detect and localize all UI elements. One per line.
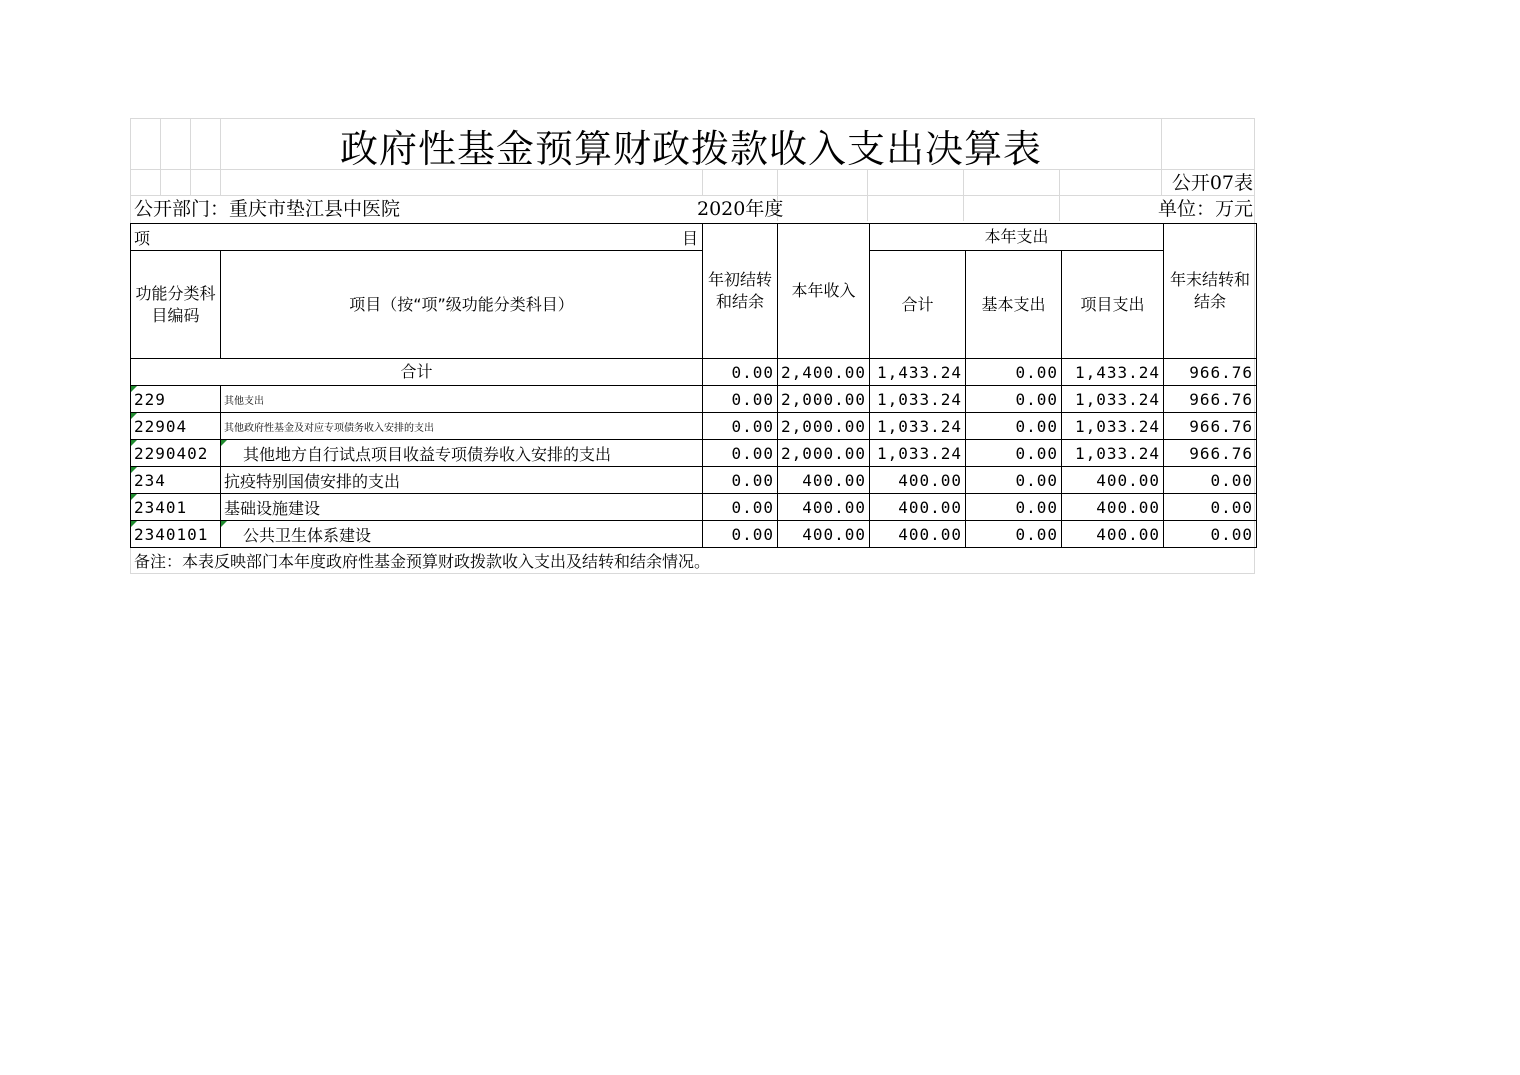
table-number: 公开07表: [1171, 172, 1253, 194]
cell-project: 400.00: [1062, 467, 1164, 494]
cell-code: 23401: [131, 494, 221, 521]
cell-total: 1,033.24: [870, 440, 966, 467]
cell-basic: 0.00: [966, 440, 1062, 467]
cell-closing: 0.00: [1164, 494, 1257, 521]
table-row: [131, 494, 1257, 521]
header-code: 功能分类科目编码: [131, 251, 221, 359]
cell-closing: 0.00: [1164, 521, 1257, 548]
header-xiang: 项: [134, 228, 151, 248]
table-row: [131, 521, 1257, 548]
cell-project: 1,033.24: [1062, 386, 1164, 413]
cell-basic: 0.00: [966, 467, 1062, 494]
cell-project: 400.00: [1062, 494, 1164, 521]
cell-opening: 0.00: [703, 386, 778, 413]
cell-total: 1,433.24: [870, 359, 966, 386]
cell-total: 400.00: [870, 467, 966, 494]
cell-opening: 0.00: [703, 413, 778, 440]
cell-total: 1,033.24: [870, 413, 966, 440]
header-project: 项目支出: [1062, 251, 1164, 359]
table-row: [131, 386, 1257, 413]
cell-income: 2,000.00: [778, 413, 870, 440]
total-label: 合计: [131, 359, 703, 386]
cell-opening: 0.00: [703, 440, 778, 467]
footnote: 备注：本表反映部门本年度政府性基金预算财政拨款收入支出及结转和结余情况。: [134, 552, 711, 571]
cell-opening: 0.00: [703, 494, 778, 521]
cell-code: 2340101: [131, 521, 221, 548]
cell-name: 其他支出: [221, 386, 703, 413]
cell-closing: 966.76: [1164, 413, 1257, 440]
table-row: [131, 440, 1257, 467]
page-title: 政府性基金预算财政拨款收入支出决算表: [339, 126, 1042, 171]
cell-closing: 966.76: [1164, 359, 1257, 386]
cell-total: 1,033.24: [870, 386, 966, 413]
cell-income: 2,000.00: [778, 440, 870, 467]
header-mu: 目: [681, 228, 698, 248]
budget-table: [130, 223, 1257, 548]
header-closing: 年末结转和结余: [1164, 224, 1257, 359]
table-row-total: [131, 359, 1257, 386]
cell-code: 22904: [131, 413, 221, 440]
department-label: 公开部门：重庆市垫江县中医院: [134, 198, 401, 220]
cell-name: 其他政府性基金及对应专项债务收入安排的支出: [221, 413, 703, 440]
cell-income: 2,400.00: [778, 359, 870, 386]
header-basic: 基本支出: [966, 251, 1062, 359]
cell-name: 公共卫生体系建设: [221, 521, 703, 548]
cell-income: 400.00: [778, 467, 870, 494]
cell-closing: 966.76: [1164, 440, 1257, 467]
cell-project: 1,433.24: [1062, 359, 1164, 386]
cell-closing: 0.00: [1164, 467, 1257, 494]
cell-basic: 0.00: [966, 521, 1062, 548]
cell-basic: 0.00: [966, 386, 1062, 413]
year-label: 2020年度: [697, 198, 784, 220]
cell-closing: 966.76: [1164, 386, 1257, 413]
cell-code: 234: [131, 467, 221, 494]
cell-project: 1,033.24: [1062, 440, 1164, 467]
cell-code: 2290402: [131, 440, 221, 467]
cell-income: 2,000.00: [778, 386, 870, 413]
cell-income: 400.00: [778, 494, 870, 521]
cell-project: 400.00: [1062, 521, 1164, 548]
unit-label: 单位：万元: [1157, 198, 1253, 220]
cell-basic: 0.00: [966, 413, 1062, 440]
cell-total: 400.00: [870, 521, 966, 548]
cell-basic: 0.00: [966, 494, 1062, 521]
table-row: [131, 413, 1257, 440]
header-name: 项目（按“项”级功能分类科目）: [221, 251, 703, 359]
table-row: [131, 467, 1257, 494]
header-expenditure-group: 本年支出: [870, 224, 1164, 251]
header-opening: 年初结转和结余: [703, 224, 778, 359]
header-income: 本年收入: [778, 224, 870, 359]
cell-income: 400.00: [778, 521, 870, 548]
cell-opening: 0.00: [703, 521, 778, 548]
cell-basic: 0.00: [966, 359, 1062, 386]
cell-name: 抗疫特别国债安排的支出: [221, 467, 703, 494]
header-item: [131, 224, 703, 251]
cell-project: 1,033.24: [1062, 413, 1164, 440]
cell-name: 其他地方自行试点项目收益专项债券收入安排的支出: [221, 440, 703, 467]
header-total: 合计: [870, 251, 966, 359]
cell-total: 400.00: [870, 494, 966, 521]
cell-name: 基础设施建设: [221, 494, 703, 521]
cell-opening: 0.00: [703, 359, 778, 386]
cell-opening: 0.00: [703, 467, 778, 494]
cell-code: 229: [131, 386, 221, 413]
